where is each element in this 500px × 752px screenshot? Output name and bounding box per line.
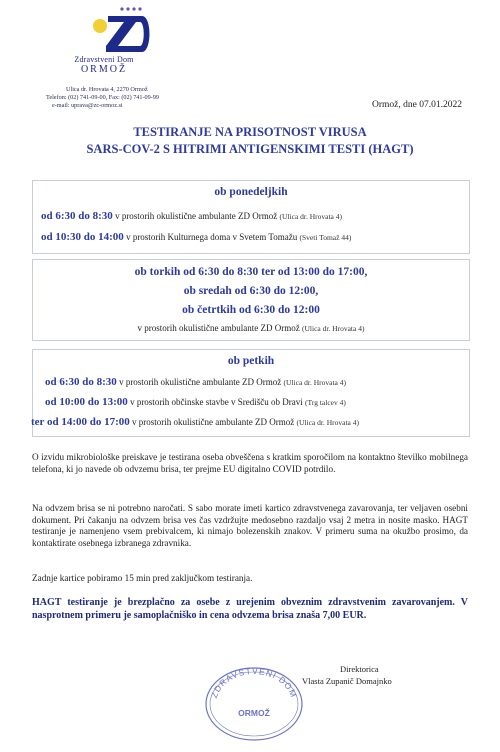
friday-heading: ob petkih — [227, 355, 275, 367]
monday-schedule-box — [32, 180, 470, 254]
monday-row-2-place: v prostorih Kulturnega doma v Svetem Tomažu — [123, 232, 300, 242]
wednesday-line: ob sredah od 6:30 do 12:00, — [183, 285, 319, 297]
monday-row-1 — [41, 211, 342, 222]
friday-row-1-address: (Ulica dr. Hrovata 4) — [283, 378, 347, 387]
address-street: Ulica dr. Hrovata 4, 2270 Ormož — [66, 86, 148, 93]
official-stamp — [202, 664, 306, 742]
monday-row-2 — [41, 232, 351, 243]
institution-town: ORMOŽ — [80, 64, 128, 75]
monday-row-1-time: od 6:30 do 8:30 — [41, 210, 113, 222]
thursday-line: ob četrtkih od 6:30 do 12:00 — [182, 304, 320, 316]
friday-row-1-time: od 6:30 do 8:30 — [45, 376, 117, 388]
institution-name: Zdravstveni Dom — [74, 55, 134, 64]
instructions-paragraph: Na odvzem brisa se ni potrebno naročati. S sabo morate imeti kartico zdravstvenega zavarovanja, ter veljaven osebni dokument. Pri čakanju na odvzem brisa ves čas vzdržujte medosebno razdaljo vsaj 2 metra in nosite masko. HAGT testiranje je namenjeno vsem prebivalcem, ki nimajo bolezenskih znakov. V primeru suma na okužbo prosimo, da kontaktirate osebnega izbranega zdravnika. — [32, 503, 468, 548]
svg-text:ZDRAVSTVENI DOM — [209, 666, 299, 699]
results-notice-paragraph: O izvidu mikrobiološke preiskave je testirana oseba obveščena s kratkim sporočilom na kontaktno številko mobilnega telefona, ki jo navede ob odvzemu brisa, ter prejme EU digitalno COVID potrdilo. — [32, 452, 468, 474]
document-title: TESTIRANJE NA PRISOTNOST VIRUSA — [133, 125, 367, 139]
friday-row-2-address: (Trg talcev 4) — [305, 398, 346, 407]
monday-row-1-address: (Ulica dr. Hrovata 4) — [279, 212, 343, 221]
friday-row-3 — [31, 417, 359, 428]
tuesday-line: ob torkih od 6:30 do 8:30 ter od 13:00 do 17:00, — [134, 266, 368, 278]
monday-row-2-address: (Sveti Tomaž 44) — [299, 233, 352, 242]
friday-row-3-time: ter od 14:00 do 17:00 — [31, 416, 130, 428]
midweek-schedule-box — [32, 259, 470, 341]
monday-heading: ob ponedeljkih — [214, 186, 288, 198]
monday-row-2-time: od 10:30 do 14:00 — [41, 231, 124, 243]
friday-row-3-address: (Ulica dr. Hrovata 4) — [296, 418, 359, 427]
midweek-location — [33, 324, 469, 333]
last-cards-paragraph: Zadnje kartice pobiramo 15 min pred zaključkom testiranja. — [32, 573, 253, 583]
monday-row-1-place: v prostorih okulistične ambulante ZD Ormož — [112, 211, 280, 221]
address-email: e-mail: uprava@zc-ormoz.si — [52, 102, 123, 109]
zd-logo-icon — [92, 6, 152, 60]
midweek-place: v prostorih okulistične ambulante ZD Ormož — [137, 323, 302, 333]
address-phone: Telefon: (02) 741-09-00, Fax: (02) 741-09-99 — [46, 94, 159, 101]
midweek-address: (Ulica dr. Hrovata 4) — [301, 324, 365, 333]
signatory-role: Direktorica — [340, 664, 379, 674]
friday-row-2 — [45, 397, 346, 408]
stamp-arc-text: ZDRAVSTVENI DOM — [208, 665, 300, 700]
document-subtitle: SARS-COV-2 S HITRIMI ANTIGENSKIMI TESTI (HAGT) — [86, 142, 414, 156]
signatory-name: Vlasta Zupanič Domajnko — [302, 676, 392, 686]
friday-row-1 — [45, 377, 346, 388]
stamp-center-text: ORMOŽ — [238, 708, 270, 718]
document-date: Ormož, dne 07.01.2022 — [372, 100, 462, 110]
friday-row-1-place: v prostorih okulistične ambulante ZD Ormož — [116, 377, 284, 387]
friday-row-2-place: v prostorih občinske stavbe v Središču ob Dravi — [127, 397, 306, 407]
friday-row-2-time: od 10:00 do 13:00 — [45, 396, 128, 408]
friday-row-3-place: v prostorih okulistične ambulante ZD Ormož — [129, 417, 297, 427]
pricing-paragraph: HAGT testiranje je brezplačno za osebe z urejenim obveznim zdravstvenim zavarovanjem. V nasprotnem primeru je samoplačniško in cena odvzema brisa znaša 7,00 EUR. — [32, 597, 468, 621]
friday-schedule-box — [32, 349, 470, 437]
